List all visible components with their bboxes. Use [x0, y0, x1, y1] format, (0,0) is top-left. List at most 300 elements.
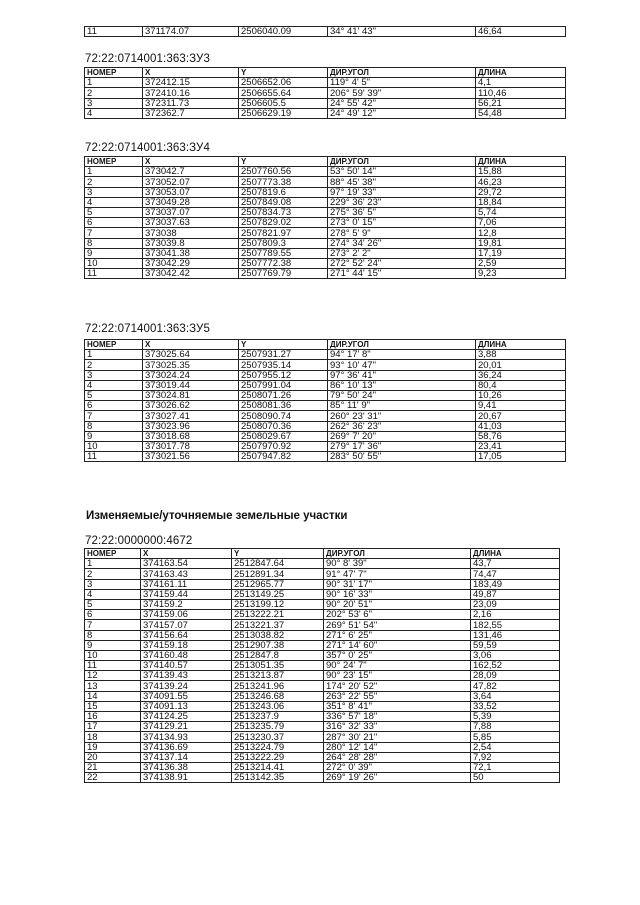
cell-direction-angle: 273° 0' 15" — [328, 218, 476, 228]
table-zu4 — [84, 156, 566, 279]
header-number: НОМЕР — [85, 68, 143, 78]
cell-direction-angle: 24° 49' 12" — [328, 108, 476, 118]
cell-length: 162,52 — [471, 661, 560, 671]
cell-x: 373037.63 — [143, 218, 239, 228]
table-row — [85, 752, 560, 762]
table-row — [85, 762, 560, 772]
cell-x: 373021.56 — [143, 452, 239, 462]
cell-direction-angle: 260° 23' 31" — [328, 411, 476, 421]
cell-length: 33,52 — [471, 701, 560, 711]
cell-number: 10 — [85, 650, 141, 660]
cell-number: 11 — [85, 27, 143, 37]
cell-number: 7 — [85, 620, 141, 630]
header-direction-angle: ДИР.УГОЛ — [328, 68, 476, 78]
cell-x: 373042.42 — [143, 269, 239, 279]
cell-direction-angle: 53° 50' 14" — [328, 167, 476, 177]
cell-x: 374160.48 — [141, 650, 232, 660]
cell-length: 58,76 — [476, 431, 566, 441]
cell-x: 374156.64 — [141, 630, 232, 640]
section-title-zu3: 72:22:0714001:363:ЗУ3 — [85, 53, 210, 65]
cell-direction-angle: 174° 20' 52" — [324, 681, 471, 691]
table-row — [85, 610, 560, 620]
table-row — [85, 98, 566, 108]
table-row — [85, 269, 566, 279]
cell-x: 374139.43 — [141, 671, 232, 681]
cell-x: 374161.11 — [141, 579, 232, 589]
table-row — [85, 661, 560, 671]
cell-y: 2512891.34 — [232, 569, 324, 579]
cell-length: 10,26 — [476, 390, 566, 400]
cell-x: 373027.41 — [143, 411, 239, 421]
cell-x: 373041.38 — [143, 248, 239, 258]
cell-length: 5,39 — [471, 712, 560, 722]
cell-length: 9,41 — [476, 401, 566, 411]
cell-direction-angle: 271° 6' 25" — [324, 630, 471, 640]
cell-number: 2 — [85, 360, 143, 370]
header-length: ДЛИНА — [471, 549, 560, 559]
cell-length: 23,09 — [471, 599, 560, 609]
cell-number: 9 — [85, 431, 143, 441]
header-length: ДЛИНА — [476, 340, 566, 350]
cell-length: 7,06 — [476, 218, 566, 228]
cell-direction-angle: 85° 11' 9" — [328, 401, 476, 411]
cell-length: 17,19 — [476, 248, 566, 258]
cell-number: 5 — [85, 390, 143, 400]
table-row — [85, 411, 566, 421]
cell-direction-angle: 269° 19' 26" — [324, 773, 471, 783]
cell-direction-angle: 274° 34' 26" — [328, 238, 476, 248]
table-row — [85, 197, 566, 207]
header-number: НОМЕР — [85, 340, 143, 350]
cell-direction-angle: 79° 50' 24" — [328, 390, 476, 400]
cell-y: 2513149.25 — [232, 589, 324, 599]
cell-direction-angle: 91° 47' 7" — [324, 569, 471, 579]
cell-direction-angle: 90° 20' 51" — [324, 599, 471, 609]
cell-direction-angle: 336° 57' 18" — [324, 712, 471, 722]
cell-number: 11 — [85, 269, 143, 279]
cell-direction-angle: 287° 30' 21" — [324, 732, 471, 742]
cell-y: 2508081.36 — [239, 401, 328, 411]
table-row — [85, 559, 560, 569]
cell-number: 6 — [85, 610, 141, 620]
table-row — [85, 732, 560, 742]
cell-number: 17 — [85, 722, 141, 732]
cell-y: 2512847.64 — [232, 559, 324, 569]
cell-y: 2513038.82 — [232, 630, 324, 640]
cell-y: 2508090.74 — [239, 411, 328, 421]
cell-length: 5,85 — [471, 732, 560, 742]
cell-x: 374159.06 — [141, 610, 232, 620]
table-row — [85, 599, 560, 609]
cell-number: 15 — [85, 701, 141, 711]
cell-x: 373024.81 — [143, 390, 239, 400]
table-row — [85, 207, 566, 217]
cell-y: 2507821.97 — [239, 228, 328, 238]
table-row — [85, 218, 566, 228]
cell-y: 2513241.96 — [232, 681, 324, 691]
cell-length: 74,47 — [471, 569, 560, 579]
cell-number: 4 — [85, 589, 141, 599]
heading-changed-land-plots: Изменяемые/уточняемые земельные участки — [86, 510, 348, 522]
cell-x: 372410.16 — [143, 88, 239, 98]
cell-length: 50 — [471, 773, 560, 783]
cell-y: 2512907.38 — [232, 640, 324, 650]
cell-x: 374136.69 — [141, 742, 232, 752]
table-row — [85, 773, 560, 783]
header-x: X — [143, 68, 239, 78]
header-y: Y — [239, 340, 328, 350]
cell-number: 1 — [85, 559, 141, 569]
cell-x: 374159.18 — [141, 640, 232, 650]
cell-x: 374136.38 — [141, 762, 232, 772]
table-row — [85, 390, 566, 400]
cell-number: 14 — [85, 691, 141, 701]
table-row — [85, 370, 566, 380]
cell-y: 2507789.55 — [239, 248, 328, 258]
cell-direction-angle: 119° 4' 5" — [328, 78, 476, 88]
cell-x: 374139.24 — [141, 681, 232, 691]
cell-direction-angle: 262° 36' 23" — [328, 421, 476, 431]
cell-number: 3 — [85, 98, 143, 108]
cell-number: 8 — [85, 421, 143, 431]
header-x: X — [143, 340, 239, 350]
cell-x: 374129.21 — [141, 722, 232, 732]
cell-y: 2507947.82 — [239, 452, 328, 462]
table-row — [85, 108, 566, 118]
cell-direction-angle: 90° 23' 15" — [324, 671, 471, 681]
cell-y: 2507991.04 — [239, 380, 328, 390]
cell-y: 2506605.5 — [239, 98, 328, 108]
cell-number: 21 — [85, 762, 141, 772]
table-row — [85, 650, 560, 660]
cell-y: 2512965.77 — [232, 579, 324, 589]
cell-y: 2507834.73 — [239, 207, 328, 217]
cell-length: 29,72 — [476, 187, 566, 197]
cell-y: 2506040.09 — [239, 27, 328, 37]
table-row — [85, 88, 566, 98]
cell-x: 372412.15 — [143, 78, 239, 88]
cell-y: 2506652.06 — [239, 78, 328, 88]
cell-length: 7,92 — [471, 752, 560, 762]
cell-length: 9,23 — [476, 269, 566, 279]
cell-y: 2507819.6 — [239, 187, 328, 197]
table-zu3 — [84, 67, 566, 119]
table-row — [85, 258, 566, 268]
cell-x: 373018.68 — [143, 431, 239, 441]
cell-number: 3 — [85, 579, 141, 589]
table-row — [85, 691, 560, 701]
cell-y: 2507760.56 — [239, 167, 328, 177]
cell-x: 374138.91 — [141, 773, 232, 783]
table-row — [85, 620, 560, 630]
cell-direction-angle: 34° 41' 43" — [328, 27, 476, 37]
cell-direction-angle: 90° 24' 7" — [324, 661, 471, 671]
cell-number: 12 — [85, 671, 141, 681]
table-row — [85, 579, 560, 589]
cell-number: 8 — [85, 238, 143, 248]
cell-length: 23,41 — [476, 441, 566, 451]
cell-length: 47,82 — [471, 681, 560, 691]
cell-y: 2513246.68 — [232, 691, 324, 701]
cell-x: 371174.07 — [143, 27, 239, 37]
cell-length: 54,48 — [476, 108, 566, 118]
table-header-row — [85, 157, 566, 167]
cell-direction-angle: 273° 2' 2" — [328, 248, 476, 258]
cell-y: 2513222.21 — [232, 610, 324, 620]
cell-number: 1 — [85, 167, 143, 177]
cell-x: 373017.78 — [143, 441, 239, 451]
cell-y: 2513224.79 — [232, 742, 324, 752]
table-row — [85, 722, 560, 732]
cell-number: 5 — [85, 207, 143, 217]
cell-length: 4,1 — [476, 78, 566, 88]
cell-length: 3,88 — [476, 350, 566, 360]
table-header-row — [85, 340, 566, 350]
cell-number: 19 — [85, 742, 141, 752]
header-length: ДЛИНА — [476, 157, 566, 167]
table-row — [85, 401, 566, 411]
table-row — [85, 380, 566, 390]
header-direction-angle: ДИР.УГОЛ — [324, 549, 471, 559]
cell-y: 2507931.27 — [239, 350, 328, 360]
cell-direction-angle: 90° 16' 33" — [324, 589, 471, 599]
cell-number: 3 — [85, 370, 143, 380]
cell-number: 4 — [85, 108, 143, 118]
cell-length: 7,88 — [471, 722, 560, 732]
cell-number: 20 — [85, 752, 141, 762]
header-number: НОМЕР — [85, 157, 143, 167]
cell-direction-angle: 229° 36' 23" — [328, 197, 476, 207]
cell-x: 374134.93 — [141, 732, 232, 742]
cell-direction-angle: 283° 50' 55" — [328, 452, 476, 462]
header-x: X — [143, 157, 239, 167]
cell-number: 7 — [85, 228, 143, 238]
table-row — [85, 360, 566, 370]
cell-number: 16 — [85, 712, 141, 722]
table-row — [85, 187, 566, 197]
cell-direction-angle: 279° 17' 36" — [328, 441, 476, 451]
cell-direction-angle: 272° 52' 24" — [328, 258, 476, 268]
cell-x: 373025.35 — [143, 360, 239, 370]
cell-direction-angle: 88° 45' 38" — [328, 177, 476, 187]
cell-direction-angle: 24° 55' 42" — [328, 98, 476, 108]
cell-number: 18 — [85, 732, 141, 742]
table-row — [85, 742, 560, 752]
cell-length: 46,23 — [476, 177, 566, 187]
table-row — [85, 238, 566, 248]
cell-x: 373042.7 — [143, 167, 239, 177]
cell-length: 36,24 — [476, 370, 566, 380]
cell-length: 20,01 — [476, 360, 566, 370]
cell-direction-angle: 97° 36' 41" — [328, 370, 476, 380]
cell-y: 2506629.19 — [239, 108, 328, 118]
cell-number: 3 — [85, 187, 143, 197]
cell-y: 2513222.29 — [232, 752, 324, 762]
cell-number: 5 — [85, 599, 141, 609]
cell-x: 373019.44 — [143, 380, 239, 390]
cell-x: 373052.07 — [143, 177, 239, 187]
cell-number: 6 — [85, 218, 143, 228]
cell-number: 9 — [85, 248, 143, 258]
cell-y: 2508070.36 — [239, 421, 328, 431]
cell-direction-angle: 272° 0' 39" — [324, 762, 471, 772]
cell-y: 2513243.06 — [232, 701, 324, 711]
cell-y: 2513199.12 — [232, 599, 324, 609]
cell-x: 374163.54 — [141, 559, 232, 569]
cell-length: 41,03 — [476, 421, 566, 431]
cell-length: 46,64 — [476, 27, 566, 37]
cell-x: 374163.43 — [141, 569, 232, 579]
cell-x: 373025.64 — [143, 350, 239, 360]
table-row — [85, 167, 566, 177]
cell-direction-angle: 275° 36' 5" — [328, 207, 476, 217]
cell-y: 2513051.35 — [232, 661, 324, 671]
cell-direction-angle: 269° 7' 20" — [328, 431, 476, 441]
cell-x: 374159.2 — [141, 599, 232, 609]
cell-number: 11 — [85, 452, 143, 462]
cell-length: 28,09 — [471, 671, 560, 681]
cell-length: 110,46 — [476, 88, 566, 98]
table-row — [85, 177, 566, 187]
header-number: НОМЕР — [85, 549, 141, 559]
table-row — [85, 248, 566, 258]
cell-x: 373039.8 — [143, 238, 239, 248]
cell-direction-angle: 97° 19' 33" — [328, 187, 476, 197]
table-4672 — [84, 548, 560, 783]
cell-y: 2507772.38 — [239, 258, 328, 268]
cell-direction-angle: 90° 8' 39" — [324, 559, 471, 569]
table-row — [85, 78, 566, 88]
cell-x: 372311.73 — [143, 98, 239, 108]
cell-x: 373038 — [143, 228, 239, 238]
cell-y: 2513221.37 — [232, 620, 324, 630]
cell-number: 1 — [85, 78, 143, 88]
table-row — [85, 228, 566, 238]
cell-direction-angle: 271° 14' 60" — [324, 640, 471, 650]
cell-length: 2,16 — [471, 610, 560, 620]
cell-length: 3,06 — [471, 650, 560, 660]
cell-number: 8 — [85, 630, 141, 640]
cell-y: 2513142.35 — [232, 773, 324, 783]
cell-length: 131,46 — [471, 630, 560, 640]
table-top-continuation — [84, 26, 566, 37]
cell-length: 19,81 — [476, 238, 566, 248]
table-row — [85, 681, 560, 691]
header-direction-angle: ДИР.УГОЛ — [328, 157, 476, 167]
cell-y: 2507829.02 — [239, 218, 328, 228]
table-row — [85, 712, 560, 722]
table-row — [85, 350, 566, 360]
header-y: Y — [232, 549, 324, 559]
header-direction-angle: ДИР.УГОЛ — [328, 340, 476, 350]
cell-number: 13 — [85, 681, 141, 691]
cell-number: 2 — [85, 88, 143, 98]
table-row — [85, 589, 560, 599]
cell-x: 373037.07 — [143, 207, 239, 217]
cell-length: 12,8 — [476, 228, 566, 238]
cell-number: 4 — [85, 380, 143, 390]
cell-number: 11 — [85, 661, 141, 671]
cell-number: 10 — [85, 258, 143, 268]
table-row — [85, 640, 560, 650]
cell-x: 374091.13 — [141, 701, 232, 711]
table-row — [85, 27, 566, 37]
header-x: X — [141, 549, 232, 559]
cell-direction-angle: 271° 44' 15" — [328, 269, 476, 279]
cell-direction-angle: 93° 10' 47" — [328, 360, 476, 370]
cell-y: 2507773.38 — [239, 177, 328, 187]
cell-direction-angle: 202° 53' 6" — [324, 610, 471, 620]
cell-number: 9 — [85, 640, 141, 650]
cell-y: 2513214.41 — [232, 762, 324, 772]
cell-direction-angle: 357° 0' 25" — [324, 650, 471, 660]
header-length: ДЛИНА — [476, 68, 566, 78]
cell-x: 374140.57 — [141, 661, 232, 671]
cell-y: 2507849.08 — [239, 197, 328, 207]
cell-length: 20,67 — [476, 411, 566, 421]
cell-x: 374124.25 — [141, 712, 232, 722]
cell-y: 2507970.92 — [239, 441, 328, 451]
cell-y: 2507955.12 — [239, 370, 328, 380]
cell-y: 2512847.8 — [232, 650, 324, 660]
table-row — [85, 630, 560, 640]
cell-length: 2,59 — [476, 258, 566, 268]
section-title-4672: 72:22:0000000:4672 — [85, 535, 193, 547]
cell-x: 373026.62 — [143, 401, 239, 411]
cell-length: 43,7 — [471, 559, 560, 569]
cell-y: 2507769.79 — [239, 269, 328, 279]
cell-x: 373049.28 — [143, 197, 239, 207]
cell-length: 183,49 — [471, 579, 560, 589]
cell-number: 2 — [85, 177, 143, 187]
cell-direction-angle: 90° 31' 17" — [324, 579, 471, 589]
cell-number: 1 — [85, 350, 143, 360]
cell-x: 373024.24 — [143, 370, 239, 380]
cell-y: 2513230.37 — [232, 732, 324, 742]
table-row — [85, 701, 560, 711]
cell-length: 72,1 — [471, 762, 560, 772]
cell-y: 2508029.67 — [239, 431, 328, 441]
cell-number: 2 — [85, 569, 141, 579]
cell-number: 22 — [85, 773, 141, 783]
cell-direction-angle: 94° 17' 8" — [328, 350, 476, 360]
cell-length: 15,88 — [476, 167, 566, 177]
cell-length: 5,74 — [476, 207, 566, 217]
cell-number: 7 — [85, 411, 143, 421]
cell-y: 2508071.26 — [239, 390, 328, 400]
cell-y: 2513213.87 — [232, 671, 324, 681]
cell-length: 49,87 — [471, 589, 560, 599]
cell-y: 2507809.3 — [239, 238, 328, 248]
cell-direction-angle: 351° 8' 41" — [324, 701, 471, 711]
table-row — [85, 569, 560, 579]
table-row — [85, 441, 566, 451]
cell-direction-angle: 269° 51' 54" — [324, 620, 471, 630]
cell-x: 374091.55 — [141, 691, 232, 701]
cell-x: 373023.96 — [143, 421, 239, 431]
cell-length: 2,54 — [471, 742, 560, 752]
cell-y: 2506655.64 — [239, 88, 328, 98]
cell-length: 3,64 — [471, 691, 560, 701]
cell-length: 59,59 — [471, 640, 560, 650]
table-row — [85, 431, 566, 441]
table-row — [85, 452, 566, 462]
cell-direction-angle: 86° 10' 13" — [328, 380, 476, 390]
cell-length: 56,21 — [476, 98, 566, 108]
cell-x: 372362.7 — [143, 108, 239, 118]
section-title-zu5: 72:22:0714001:363:ЗУ5 — [85, 323, 210, 335]
cell-number: 10 — [85, 441, 143, 451]
